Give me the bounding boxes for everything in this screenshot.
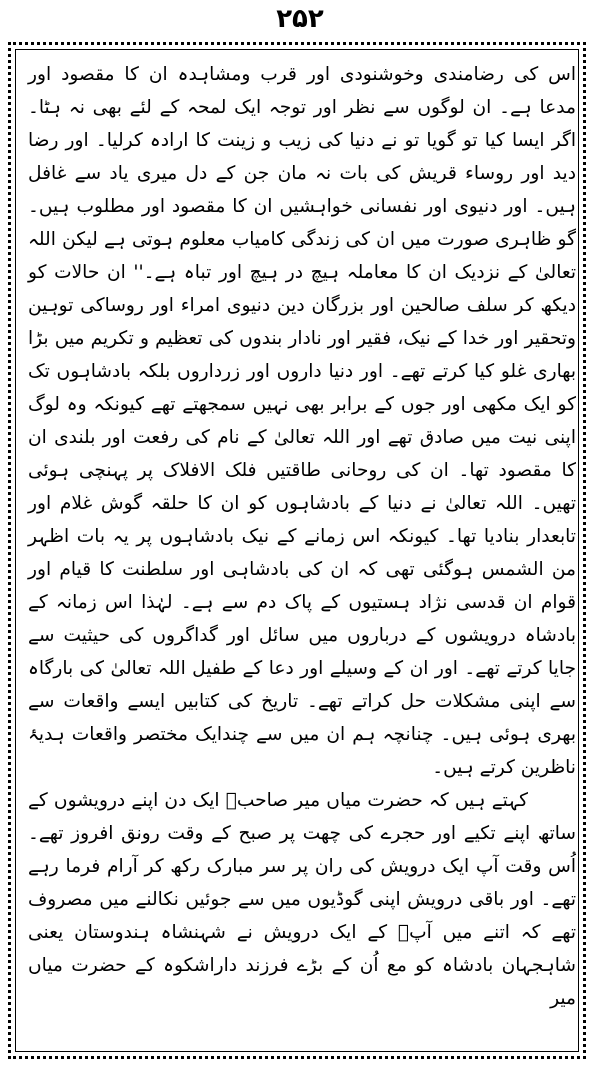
page-number: ۲۵۲ xyxy=(276,4,324,34)
paragraph-2: کہتے ہیں کہ حضرت میاں میر صاحبؒ ایک دن اپنے درویشوں کے ساتھ اپنے تکیے اور حجرے کی چھت پر صبح کے وقت رونق افروز تھے۔ اُس وقت آپ ایک درویش کی ران پر سر مبارک رکھ کر آرام فرما رہے تھے۔ اور باقی درویش اپنی گوڈیوں میں سے جوئیں نکالنے میں مصروف تھے کہ اتنے میں آپؒ کے ایک درویش نے شہنشاہ ہندوستان یعنی شاہجہان بادشاہ کو مع اُن کے بڑے فرزند داراشکوہ کے حضرت میاں میر xyxy=(28,790,576,1009)
main-text xyxy=(28,58,576,1048)
paragraph-1: اس کی رضامندی وخوشنودی اور قرب ومشاہدہ ان کا مقصود اور مدعا ہے۔ ان لوگوں سے نظر اور توجہ ایک لمحہ کے لئے بھی نہ ہٹا۔ اگر ایسا کیا تو گویا تو نے دنیا کی زیب و زینت کا ارادہ کرلیا۔ اور رضا دید اور روساء قریش کی بات نہ مان جن کے دل میری یاد سے غافل ہیں۔ اور دنیوی اور نفسانی خواہشیں ان کا مقصود اور مطلوب ہیں۔ گو ظاہری صورت میں ان کی زندگی کامیاب معلوم ہوتی ہے لیکن اللہ تعالیٰ کے نزدیک ان کا معاملہ ہیچ در ہیچ اور تباہ ہے۔'' ان حالات کو دیکھ کر سلف صالحین اور بزرگان دین دنیوی امراء اور روساکی توہین وتحقیر اور خدا کے نیک، فقیر اور نادار بندوں کی تعظیم و تکریم میں بڑا بھاری غلو کیا کرتے تھے۔ اور دنیا داروں اور زرداروں بلکہ بادشاہوں تک کو ایک مکھی اور جوں کے برابر بھی نہیں سمجھتے تھے کیونکہ وہ لوگ اپنی نیت میں صادق تھے اور اللہ تعالیٰ کے نام کی رفعت اور بلندی ان کا مقصود تھا۔ ان کی روحانی طاقتیں فلک الافلاک پر پہنچی ہوئی تھیں۔ اللہ تعالیٰ نے دنیا کے بادشاہوں کو ان کا حلقہ گوش غلام اور تابعدار بنادیا تھا۔ کیونکہ اس زمانے کے نیک بادشاہوں پر یہ بات اظہر من الشمس ہوگئی تھی کہ ان کی بادشاہی اور سلطنت کا قیام اور قوام ان قدسی نژاد ہستیوں کے پاک دم سے ہے۔ لہٰذا اس زمانہ کے بادشاہ درویشوں کے درباروں میں سائل اور گداگروں کی حیثیت سے جایا کرتے تھے۔ اور ان کے وسیلے اور دعا کے طفیل اللہ تعالیٰ کی بارگاہ سے اپنی مشکلات حل کراتے تھے۔ تاریخ کی کتابیں ایسے واقعات سے بھری ہوئی ہیں۔ چنانچہ ہم ان میں سے چندایک مختصر واقعات ہدیۂ ناظرین کرتے ہیں۔ xyxy=(28,64,576,778)
